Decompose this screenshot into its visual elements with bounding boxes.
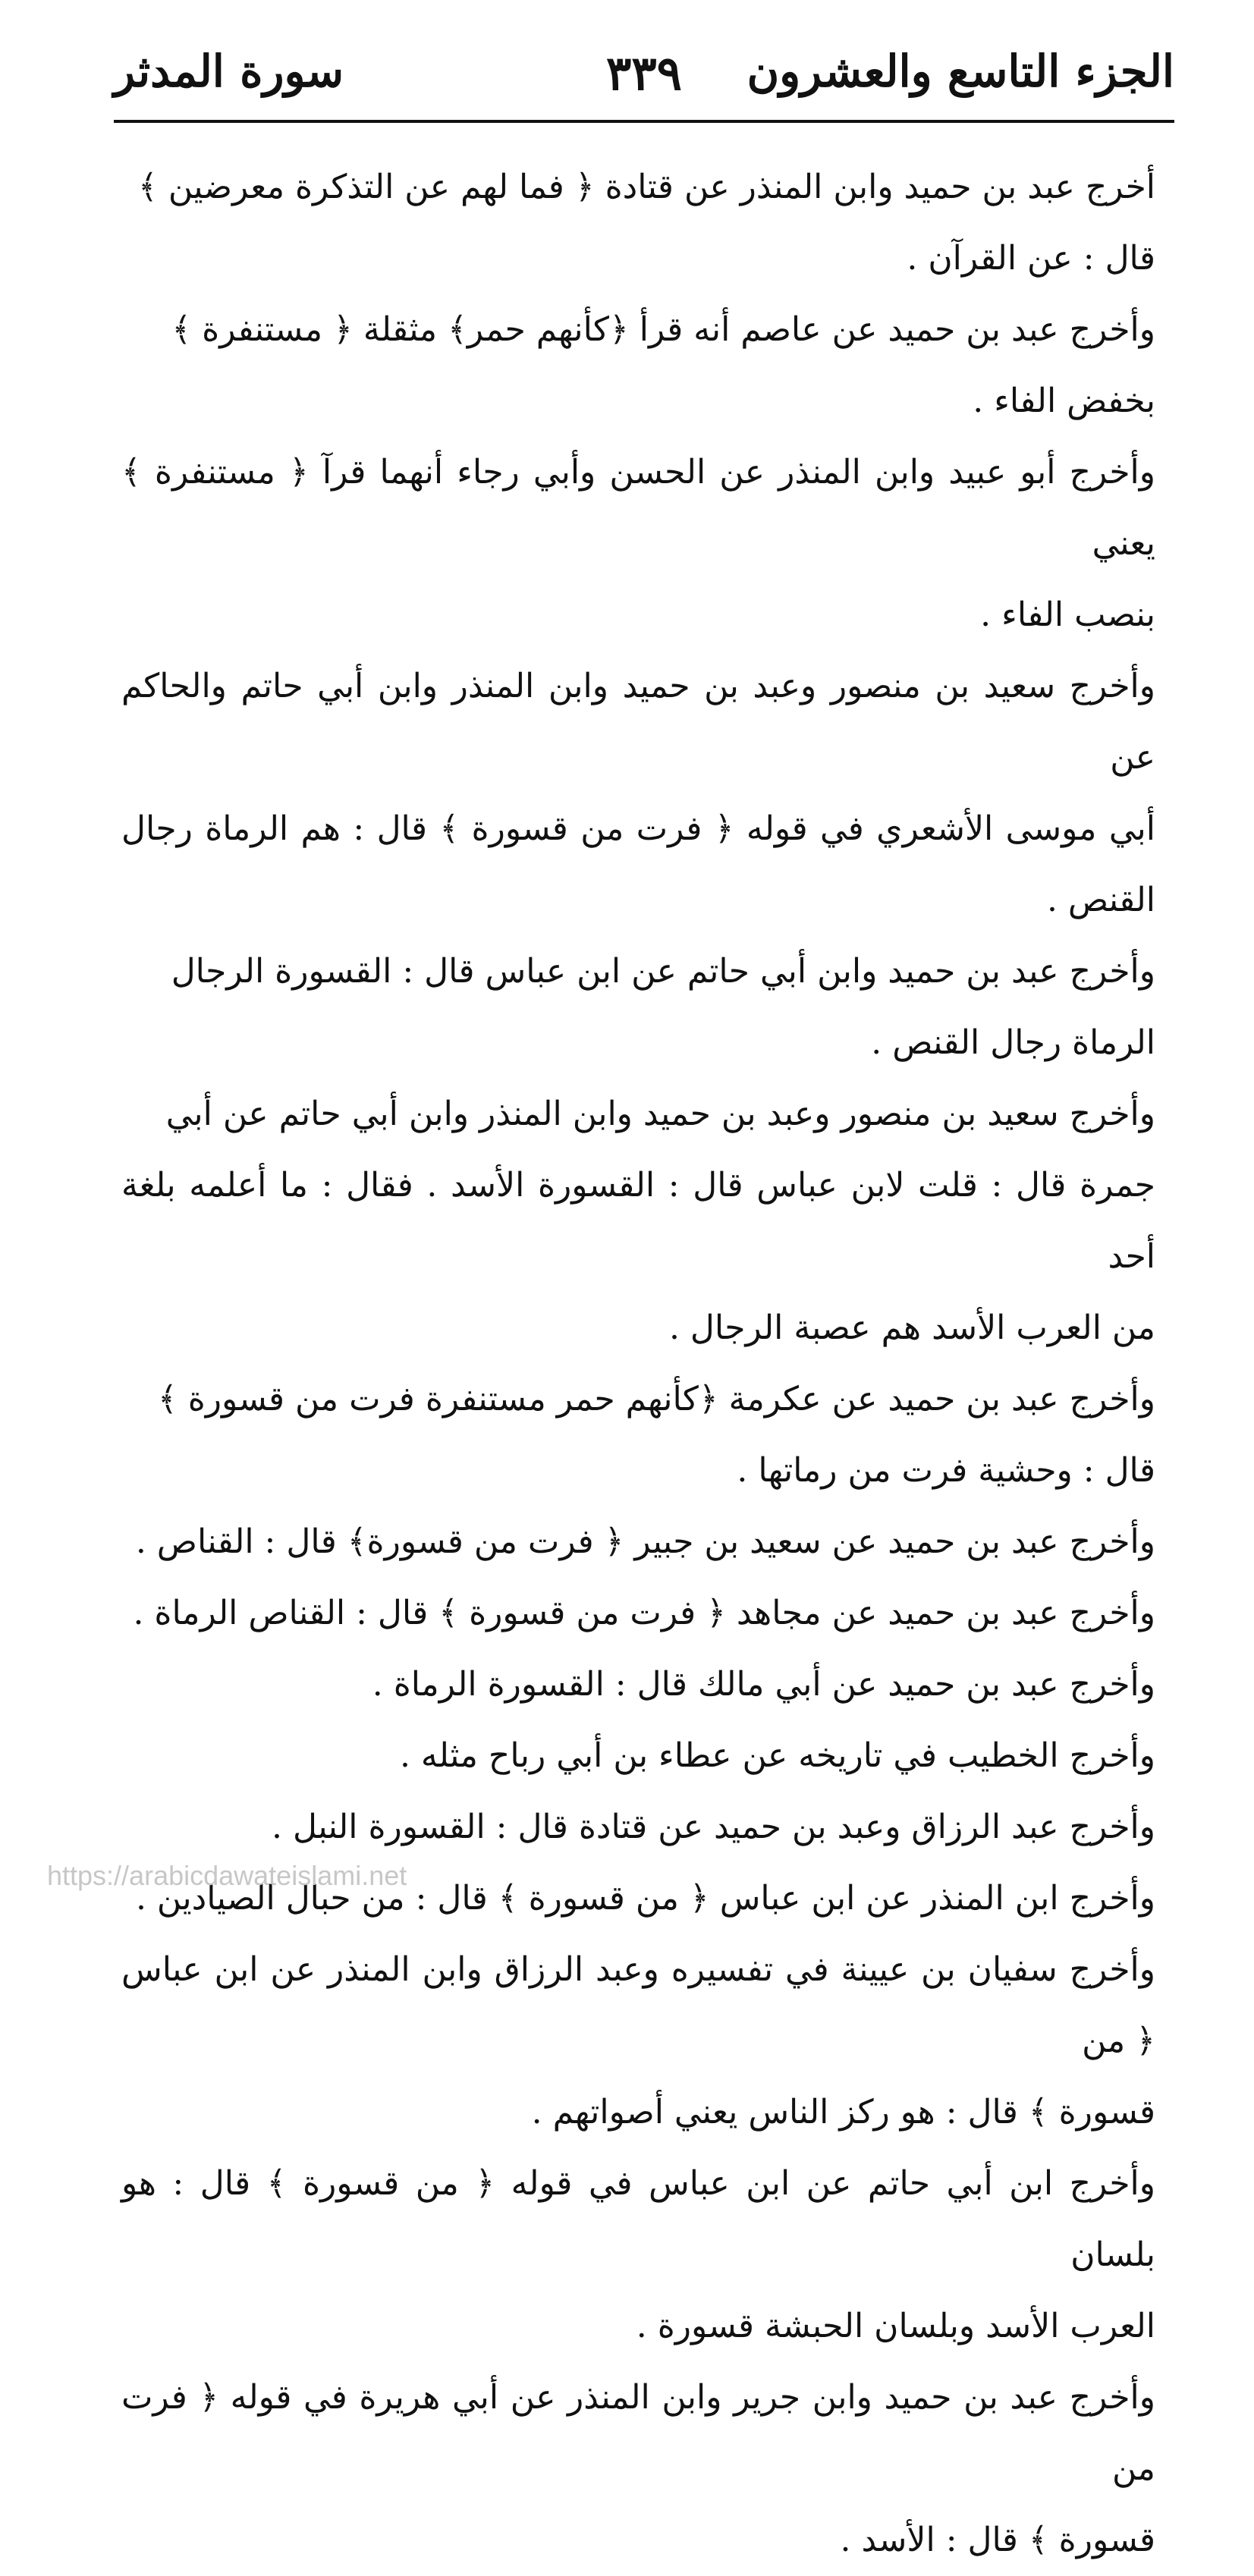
- page-body: [121, 152, 1155, 2576]
- paragraph: [121, 294, 1155, 437]
- paragraph: [121, 1934, 1155, 2148]
- paragraph: [121, 1649, 1155, 1720]
- paragraph: [121, 1720, 1155, 1792]
- text-line: قال : عن القرآن .: [907, 239, 1155, 278]
- text-line: وأخرج الخطيب في تاريخه عن عطاء بن أبي رباح مثله .: [399, 1736, 1155, 1775]
- page-number: ٣٣٩: [606, 46, 682, 101]
- text-line: وأخرج عبد بن حميد عن أبي مالك قال : القسورة الرماة .: [372, 1665, 1155, 1704]
- watermark: https://arabicdawateislami.net: [47, 1860, 407, 1891]
- paragraph: [121, 437, 1155, 651]
- text-line: وأخرج عبد بن حميد وابن أبي حاتم عن ابن عباس قال : القسورة الرجال: [171, 952, 1155, 991]
- text-line: وأخرج ابن أبي حاتم عن ابن عباس في قوله ﴿ من قسورة ﴾ قال : هو بلسان: [121, 2164, 1155, 2274]
- text-line: بنصب الفاء .: [980, 595, 1155, 634]
- text-line: وأخرج عبد بن حميد عن مجاهد ﴿ فرت من قسورة ﴾ قال : القناص الرماة .: [133, 1594, 1155, 1632]
- text-line: وأخرج أبو عبيد وابن المنذر عن الحسن وأبي رجاء أنهما قرآ ﴿ مستنفرة ﴾ يعني: [121, 453, 1155, 563]
- surah-title: سورة المدثر: [114, 46, 344, 97]
- text-line: وأخرج عبد بن حميد عن سعيد بن جبير ﴿ فرت من قسورة﴾ قال : القناص .: [135, 1522, 1155, 1561]
- header-rule: [114, 120, 1174, 123]
- paragraph: [121, 1506, 1155, 1578]
- paragraph: [121, 1364, 1155, 1506]
- page-header: [114, 46, 1174, 106]
- text-line: الرماة رجال القنص .: [871, 1023, 1155, 1062]
- text-line: وأخرج سعيد بن منصور وعبد بن حميد وابن المنذر وابن أبي حاتم عن أبي: [165, 1095, 1155, 1133]
- text-line: جمرة قال : قلت لابن عباس قال : القسورة الأسد . فقال : ما أعلمه بلغة أحد: [121, 1166, 1155, 1276]
- text-line: قال : وحشية فرت من رماتها .: [737, 1451, 1155, 1490]
- paragraph: [121, 1792, 1155, 1863]
- text-line: من العرب الأسد هم عصبة الرجال .: [668, 1308, 1155, 1347]
- paragraph: [121, 152, 1155, 294]
- paragraph: [121, 936, 1155, 1079]
- text-line: أخرج عبد بن حميد وابن المنذر عن قتادة ﴿ فما لهم عن التذكرة معرضين ﴾: [138, 168, 1155, 206]
- text-line: وأخرج سفيان بن عيينة في تفسيره وعبد الرزاق وابن المنذر عن ابن عباس ﴿ من: [121, 1950, 1155, 2060]
- text-line: وأخرج عبد بن حميد وابن جرير وابن المنذر عن أبي هريرة في قوله ﴿ فرت من: [121, 2378, 1155, 2488]
- text-line: وأخرج عبد بن حميد عن عكرمة ﴿كأنهم حمر مستنفرة فرت من قسورة ﴾: [157, 1380, 1155, 1418]
- paragraph: [121, 1079, 1155, 1364]
- text-line: أبي موسى الأشعري في قوله ﴿ فرت من قسورة ﴾ قال : هم الرماة رجال القنص .: [121, 809, 1155, 919]
- juz-title: الجزء التاسع والعشرون: [746, 46, 1174, 97]
- paragraph: [121, 2362, 1155, 2576]
- text-line: وأخرج ابن المنذر عن ابن عباس ﴿ من قسورة ﴾ قال : من حبال الصيادين .: [135, 1879, 1155, 1918]
- text-line: وأخرج سعيد بن منصور وعبد بن حميد وابن المنذر وابن أبي حاتم والحاكم عن: [121, 667, 1155, 777]
- text-line: وأخرج عبد بن حميد عن عاصم أنه قرأ ﴿كأنهم حمر﴾ مثقلة ﴿ مستنفرة ﴾: [171, 310, 1155, 349]
- text-line: قسورة ﴾ قال : الأسد .: [840, 2521, 1155, 2559]
- paragraph: [121, 1578, 1155, 1649]
- text-line: وأخرج عبد الرزاق وعبد بن حميد عن قتادة قال : القسورة النبل .: [272, 1808, 1155, 1846]
- paragraph: [121, 2148, 1155, 2362]
- paragraph: [121, 651, 1155, 936]
- text-line: العرب الأسد وبلسان الحبشة قسورة .: [636, 2307, 1155, 2345]
- text-line: بخفض الفاء .: [973, 382, 1155, 420]
- text-line: قسورة ﴾ قال : هو ركز الناس يعني أصواتهم .: [531, 2093, 1155, 2131]
